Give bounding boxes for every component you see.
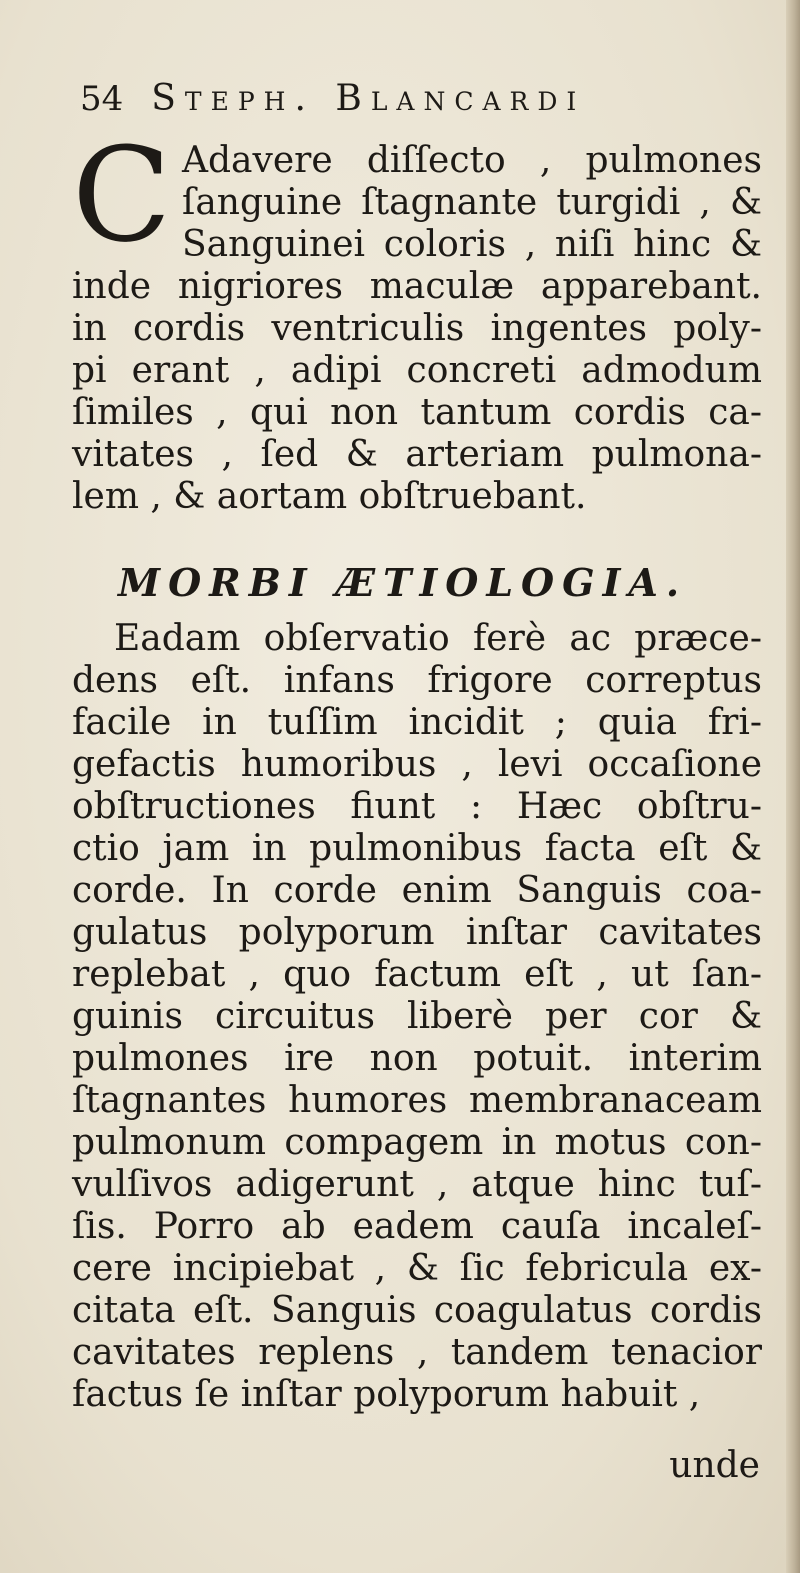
text-line: dens eſt. infans frigore correptus: [72, 660, 762, 701]
text-line: citata eſt. Sanguis coagulatus cordis: [72, 1290, 762, 1331]
text-line: lem , & aortam obſtruebant.: [72, 476, 587, 517]
text-line: facile in tuſſim incidit ; quia fri-: [72, 702, 762, 743]
text-line: replebat , quo factum eſt , ut ſan-: [72, 954, 762, 995]
text-line: ſis. Porro ab eadem cauſa incaleſ-: [72, 1206, 762, 1247]
text-line: Adavere diſſecto , pulmones: [182, 140, 762, 181]
text-line: ſtagnantes humores membranaceam: [72, 1080, 762, 1121]
text-line: pulmonum compagem in motus con-: [72, 1122, 762, 1163]
running-title: Steph. Blancardi: [151, 78, 586, 119]
page-spine-edge: [786, 0, 800, 1573]
section-heading: MORBI ÆTIOLOGIA.: [118, 560, 688, 605]
text-line: Sanguinei coloris , niſi hinc &: [182, 224, 762, 265]
text-line: ctio jam in pulmonibus facta eſt &: [72, 828, 762, 869]
text-line: gefactis humoribus , levi occaſione: [72, 744, 762, 785]
text-line: guinis circuitus liberè per cor &: [72, 996, 762, 1037]
text-line: in cordis ventriculis ingentes poly-: [72, 308, 762, 349]
text-line: vitates , ſed & arteriam pulmona-: [72, 434, 762, 475]
text-line: obſtructiones fiunt : Hæc obſtru-: [72, 786, 762, 827]
drop-cap: C: [72, 119, 172, 271]
text-line: ſimiles , qui non tantum cordis ca-: [72, 392, 762, 433]
text-line: factus ſe inſtar polyporum habuit ,: [72, 1374, 701, 1415]
paragraph-observation: [72, 140, 762, 518]
running-header: [80, 78, 720, 128]
text-line: pi erant , adipi concreti admodum: [72, 350, 762, 391]
text-line: corde. In corde enim Sanguis coa-: [72, 870, 762, 911]
page-number: 54: [80, 79, 124, 119]
text-line: vulſivos adigerunt , atque hinc tuſ-: [72, 1164, 762, 1205]
text-line: inde nigriores maculæ apparebant.: [72, 266, 762, 307]
catchword: unde: [669, 1445, 760, 1486]
text-line: ſanguine ſtagnante turgidi , &: [182, 182, 762, 223]
text-line: pulmones ire non potuit. interim: [72, 1038, 762, 1079]
text-line: Eadam obſervatio ferè ac præce-: [114, 618, 762, 659]
text-line: cavitates replens , tandem tenacior: [72, 1332, 762, 1373]
text-line: cere incipiebat , & ſic febricula ex-: [72, 1248, 762, 1289]
paragraph-aetiology: [72, 618, 762, 1416]
text-line: gulatus polyporum inſtar cavitates: [72, 912, 762, 953]
